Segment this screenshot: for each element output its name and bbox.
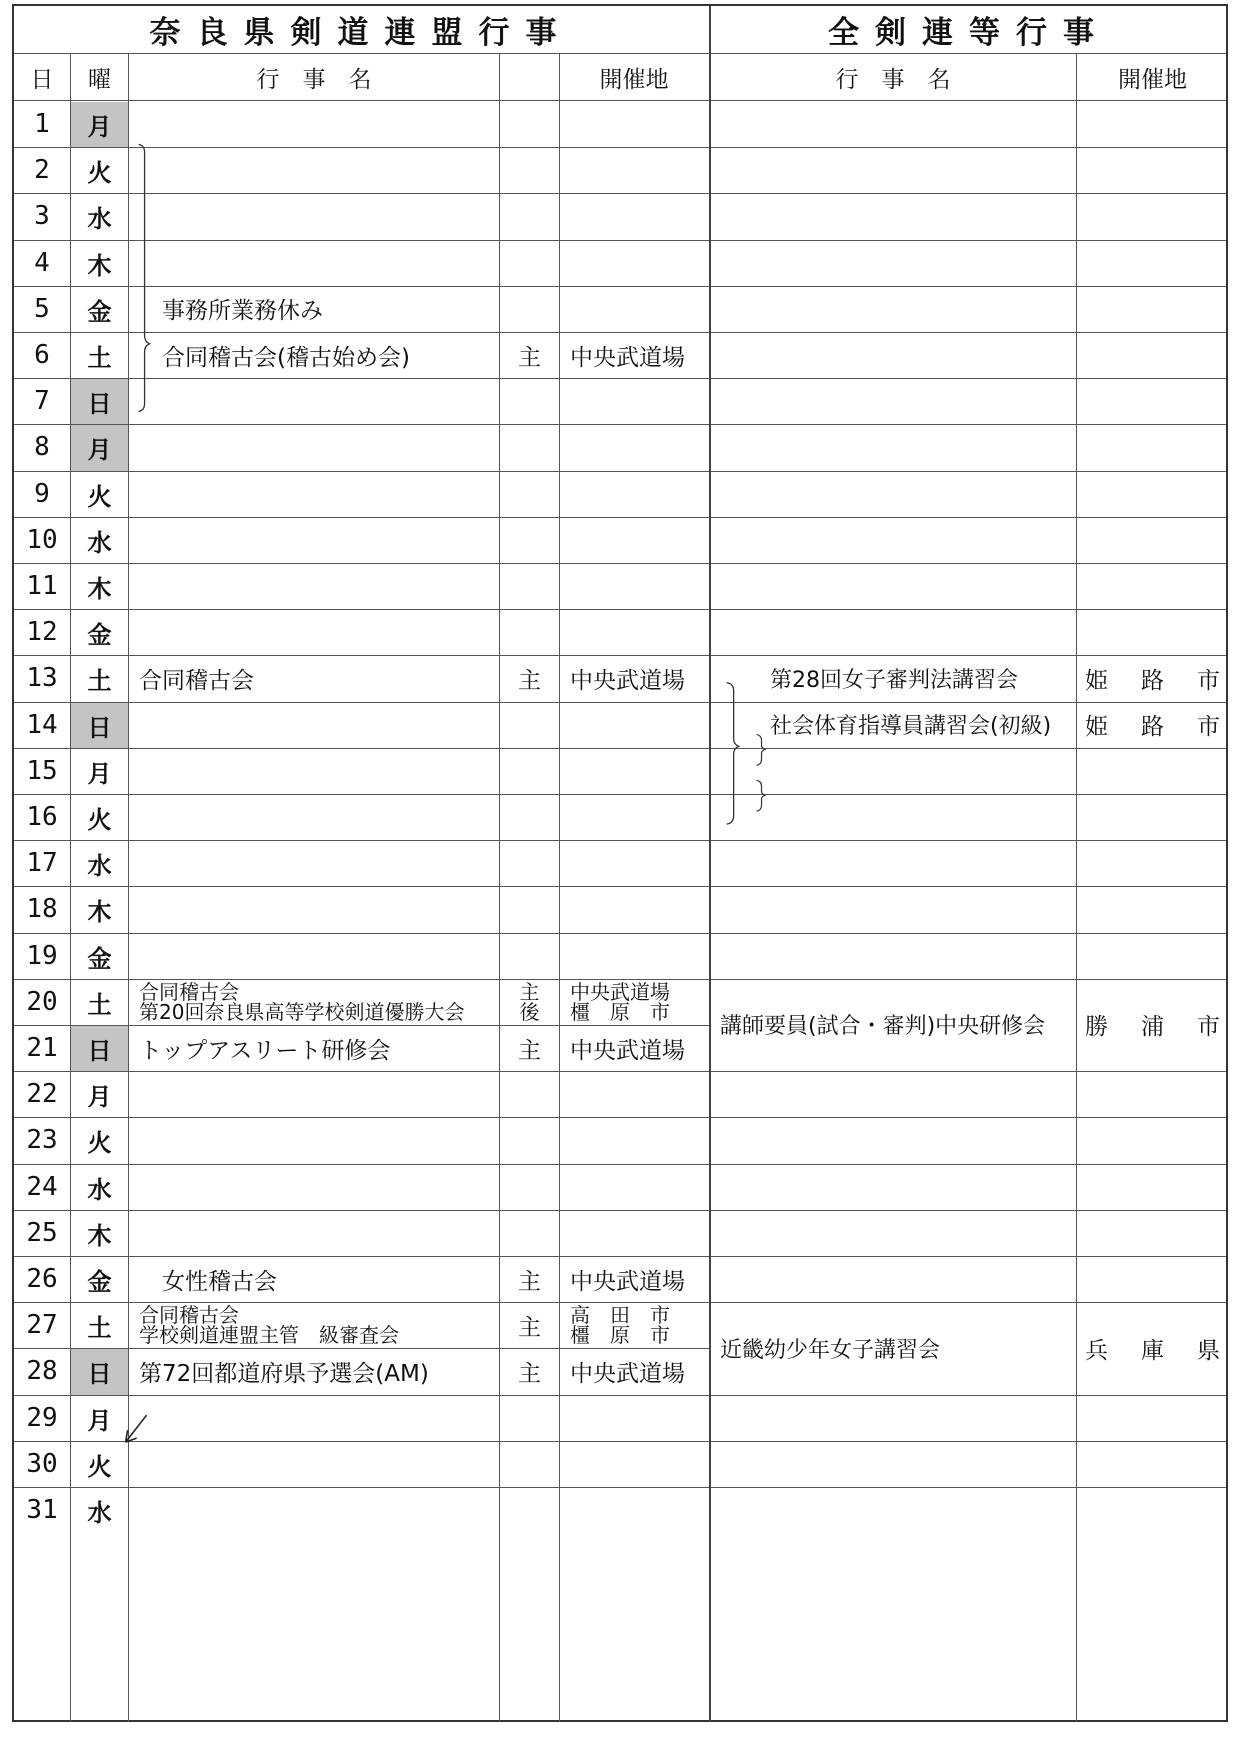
column-line <box>559 53 560 1722</box>
venue-line: 高 田 市 <box>570 1303 670 1328</box>
nara-venue <box>560 979 708 1025</box>
event-line: 合同稽古会(稽古始め会) <box>162 344 410 371</box>
organizer-mark <box>500 332 559 378</box>
nara-venue <box>560 1302 708 1348</box>
day-of-week: 火 <box>87 806 112 835</box>
venue-char: 市 <box>1197 714 1220 741</box>
row-line <box>14 100 1226 101</box>
nara-event-name <box>129 979 499 1025</box>
zenkenren-event-name: 講師要員(試合・審判)中央研修会 <box>720 1014 1046 1040</box>
day-number: 2 <box>34 155 50 186</box>
day-of-week: 月 <box>87 759 112 788</box>
title-nara: 奈良県剣道連盟行事 <box>149 15 573 51</box>
row-line <box>14 147 1226 148</box>
day-of-week: 日 <box>71 703 128 748</box>
day-number: 15 <box>26 755 58 786</box>
event-line: トップアスリート研修会 <box>139 1037 391 1064</box>
day-number: 5 <box>34 293 50 324</box>
day-number: 10 <box>26 524 58 555</box>
day-number: 12 <box>26 617 58 648</box>
venue-line: 中央武道場 <box>570 1360 685 1387</box>
organizer-mark-text: 主 <box>518 1037 541 1064</box>
row-lines <box>14 6 1226 1720</box>
nara-event-name <box>129 655 499 701</box>
organizer-mark <box>500 655 559 701</box>
day-number: 3 <box>34 201 50 232</box>
day-number: 14 <box>26 709 58 740</box>
organizer-mark <box>500 1302 559 1348</box>
day-number: 11 <box>26 571 58 602</box>
venue-line: 中央武道場 <box>570 667 685 694</box>
day-number: 7 <box>34 386 50 417</box>
zenkenren-event-name: 社会体育指導員講習会(初級) <box>770 714 1052 740</box>
venue-char: 県 <box>1197 1337 1220 1364</box>
day-number: 24 <box>26 1171 58 1202</box>
organizer-mark-text: 主 <box>518 1314 541 1341</box>
venue-char: 市 <box>1197 1014 1220 1041</box>
day-of-week: 日 <box>71 1349 128 1394</box>
day-number: 9 <box>34 478 50 509</box>
venue-line: 橿 原 市 <box>570 1323 670 1348</box>
day-number: 27 <box>26 1310 58 1341</box>
header-day: 日 <box>30 66 54 93</box>
row-line <box>14 933 1226 934</box>
day-of-week: 金 <box>87 944 112 973</box>
organizer-mark <box>500 1348 559 1394</box>
day-number: 20 <box>26 986 58 1017</box>
arrow-icon <box>126 1415 147 1442</box>
organizer-mark <box>500 1025 559 1071</box>
venue-line: 中央武道場 <box>570 979 670 1004</box>
event-line: 合同稽古会 <box>139 979 239 1004</box>
nara-venue <box>560 332 708 378</box>
day-of-week: 水 <box>87 1499 112 1528</box>
day-of-week: 日 <box>71 379 128 424</box>
nara-venue <box>560 1025 708 1071</box>
zenkenren-event-name: 第28回女子審判法講習会 <box>770 667 1018 693</box>
day-of-week: 土 <box>87 990 112 1019</box>
day-number: 4 <box>34 247 50 278</box>
row-line <box>14 1395 1226 1396</box>
day-of-week: 水 <box>87 852 112 881</box>
venue-char: 庫 <box>1141 1337 1164 1364</box>
organizer-mark-text: 主 <box>518 1268 541 1295</box>
row-line <box>14 517 1226 518</box>
day-of-week: 木 <box>87 575 112 604</box>
venue-line: 橿 原 市 <box>570 999 670 1024</box>
venue-char: 勝 <box>1085 1014 1108 1041</box>
column-line <box>499 53 500 1722</box>
day-number: 6 <box>34 340 50 371</box>
event-line: 事務所業務休み <box>162 298 323 325</box>
day-of-week: 月 <box>87 1406 112 1435</box>
nara-event-name <box>129 332 499 378</box>
day-of-week: 月 <box>71 102 128 147</box>
nara-venue <box>560 1256 708 1302</box>
title-zenkenren: 全剣連等行事 <box>828 15 1110 51</box>
venue-char: 市 <box>1197 667 1220 694</box>
day-number: 13 <box>26 663 58 694</box>
day-number: 26 <box>26 1264 58 1295</box>
nara-event-name <box>129 1302 499 1348</box>
row-line <box>14 193 1226 194</box>
day-of-week: 金 <box>87 1268 112 1297</box>
venue-char: 姫 <box>1085 667 1108 694</box>
day-of-week: 月 <box>71 425 128 470</box>
venue-line: 中央武道場 <box>570 1037 685 1064</box>
day-of-week: 火 <box>87 159 112 188</box>
day-number: 19 <box>26 940 58 971</box>
day-of-week: 木 <box>87 898 112 927</box>
day-number: 30 <box>26 1448 58 1479</box>
day-of-week: 土 <box>87 667 112 696</box>
day-of-week: 火 <box>87 1129 112 1158</box>
column-line <box>709 6 711 1722</box>
organizer-mark <box>500 979 559 1025</box>
nara-venue <box>560 1348 708 1394</box>
row-line <box>14 748 1226 749</box>
day-number: 16 <box>26 802 58 833</box>
day-of-week: 木 <box>87 251 112 280</box>
column-lines <box>14 6 1226 1720</box>
event-line: 合同稽古会 <box>139 667 254 694</box>
organizer-mark-text: 主 <box>519 979 540 1004</box>
nara-venue <box>560 655 708 701</box>
day-number: 23 <box>26 1125 58 1156</box>
bracket-event-14 <box>757 780 766 811</box>
venue-char: 浦 <box>1141 1014 1164 1041</box>
row-line <box>14 794 1226 795</box>
organizer-mark-text: 主 <box>518 667 541 694</box>
header-dow: 曜 <box>88 66 111 93</box>
venue-char: 姫 <box>1085 714 1108 741</box>
zenkenren-venue <box>1077 655 1228 701</box>
row-line <box>14 1117 1226 1118</box>
organizer-mark-text: 主 <box>518 1360 541 1387</box>
event-line: 女性稽古会 <box>162 1268 277 1295</box>
day-of-week: 火 <box>87 482 112 511</box>
row-line <box>14 1164 1226 1165</box>
day-of-week: 水 <box>87 205 112 234</box>
bracket-decorations <box>14 6 1226 1720</box>
day-of-week: 水 <box>87 1175 112 1204</box>
day-of-week: 金 <box>87 297 112 326</box>
organizer-mark <box>500 1256 559 1302</box>
day-number: 29 <box>26 1402 58 1433</box>
row-line <box>14 471 1226 472</box>
day-number: 22 <box>26 1079 58 1110</box>
day-of-week: 火 <box>87 1452 112 1481</box>
row-line <box>14 1071 1226 1072</box>
event-line: 第72回都道府県予選会(AM) <box>139 1360 429 1387</box>
venue-line: 中央武道場 <box>570 1268 685 1295</box>
day-number: 8 <box>34 432 50 463</box>
header-event-name: 行 事 名 <box>256 66 372 93</box>
row-line <box>14 378 1226 379</box>
nara-event-name <box>129 1025 499 1071</box>
nara-event-name <box>129 286 499 332</box>
venue-char: 路 <box>1141 667 1164 694</box>
nara-event-name <box>129 1348 499 1394</box>
header-venue: 開催地 <box>599 66 669 93</box>
event-line: 学校剣道連盟主管 級審査会 <box>139 1323 399 1348</box>
row-line <box>14 1210 1226 1211</box>
zenkenren-event-name: 近畿幼少年女子講習会 <box>720 1337 941 1363</box>
day-of-week: 日 <box>71 1026 128 1071</box>
day-number: 21 <box>26 1033 58 1064</box>
day-number: 25 <box>26 1217 58 1248</box>
day-number: 17 <box>26 848 58 879</box>
organizer-mark-text: 後 <box>519 999 540 1024</box>
row-line <box>14 840 1226 841</box>
organizer-mark-text: 主 <box>518 344 541 371</box>
zenkenren-venue <box>1077 1302 1228 1394</box>
event-line: 合同稽古会 <box>139 1303 239 1328</box>
zenkenren-venue <box>1077 702 1228 748</box>
row-line <box>14 563 1226 564</box>
row-line <box>14 609 1226 610</box>
row-line <box>14 1441 1226 1442</box>
day-number: 1 <box>34 109 50 140</box>
row-line <box>14 886 1226 887</box>
venue-char: 路 <box>1141 714 1164 741</box>
event-line: 第20回奈良県高等学校剣道優勝大会 <box>139 999 465 1024</box>
day-number: 18 <box>26 894 58 925</box>
row-line <box>14 1487 1226 1488</box>
venue-line: 中央武道場 <box>570 344 685 371</box>
header-venue-right: 開催地 <box>1118 66 1187 93</box>
day-number: 28 <box>26 1356 58 1387</box>
day-of-week: 土 <box>87 344 112 373</box>
calendar-sheet <box>12 4 1228 1722</box>
nara-event-name <box>129 1256 499 1302</box>
column-line <box>1076 53 1077 1722</box>
row-line <box>14 424 1226 425</box>
day-of-week: 水 <box>87 528 112 557</box>
zenkenren-venue <box>1077 979 1228 1071</box>
header-event-name-right: 行 事 名 <box>835 66 951 93</box>
day-of-week: 木 <box>87 1221 112 1250</box>
venue-char: 兵 <box>1085 1337 1108 1364</box>
row-line <box>14 240 1226 241</box>
day-of-week: 土 <box>87 1314 112 1343</box>
day-of-week: 月 <box>87 1083 112 1112</box>
day-number: 31 <box>26 1495 58 1526</box>
day-of-week: 金 <box>87 621 112 650</box>
